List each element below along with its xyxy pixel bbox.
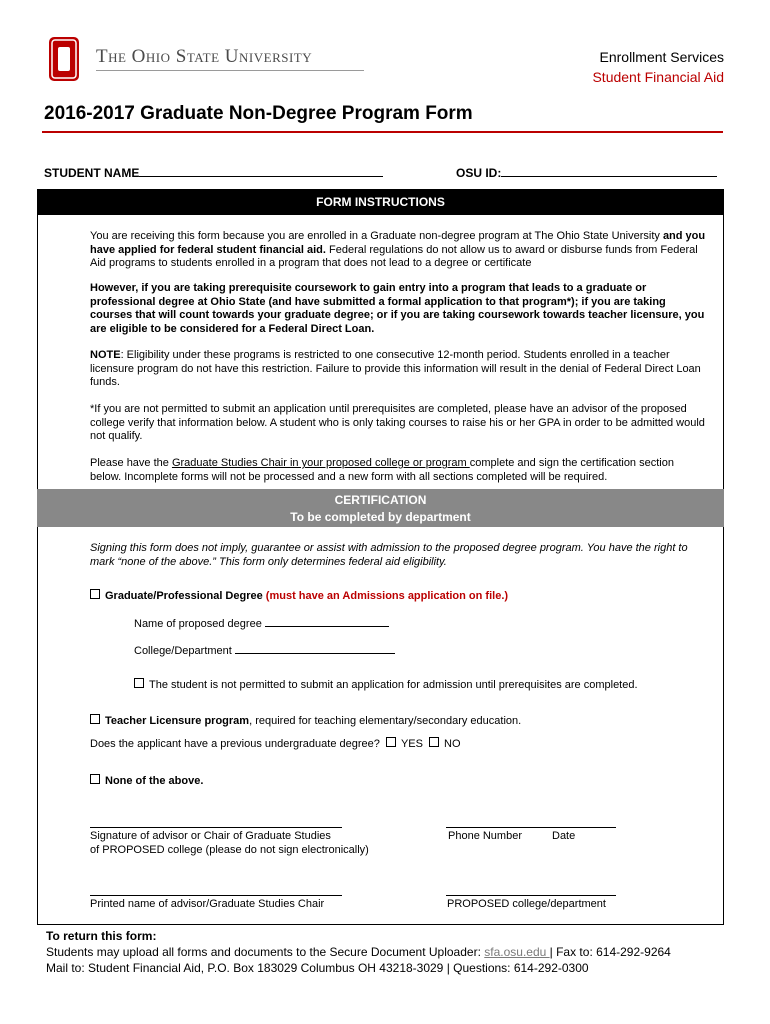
signature-label (90, 829, 369, 857)
degree-name-field[interactable] (265, 616, 389, 627)
yes-checkbox[interactable] (386, 737, 396, 747)
osu-block-o-logo (48, 36, 80, 82)
signature-label-line-1: Signature of advisor or Chair of Graduate Studies (90, 830, 331, 842)
student-name-label: STUDENT NAME (44, 166, 140, 180)
teacher-licensure-label: Teacher Licensure program (105, 715, 250, 727)
option-none-of-above (90, 774, 203, 788)
p5-text-b: complete and sign the certification section below. Incomplete forms will not be processed and a new form with all sections completed will be required. (90, 457, 674, 483)
phone-date-line[interactable] (446, 827, 616, 828)
osu-id-field[interactable] (501, 164, 717, 177)
student-name-field[interactable] (139, 164, 383, 177)
prerequisite-row (134, 678, 638, 692)
degree-name-row (134, 616, 389, 631)
instructions-paragraph-5 (90, 457, 708, 484)
teacher-licensure-checkbox[interactable] (90, 714, 100, 724)
college-department-row (134, 643, 395, 658)
option-teacher-licensure (90, 714, 521, 728)
mail-questions-line: Mail to: Student Financial Aid, P.O. Box 183029 Columbus OH 43218-3029 | Questions: 614-292-0300 (46, 961, 589, 975)
graduate-studies-chair-link[interactable]: Graduate Studies Chair in your proposed college or program (171, 457, 470, 469)
instructions-paragraph-4: *If you are not permitted to submit an application until prerequisites are completed, please have an advisor of the proposed college verify that information below. A student who is only taking courses to raise his or her GPA in order to be admitted would not qualify. (90, 403, 705, 442)
college-department-field[interactable] (235, 643, 395, 654)
no-checkbox[interactable] (429, 737, 439, 747)
p1-text-a: You are receiving this form because you are enrolled in a Graduate non-degree program at The Ohio State University (90, 230, 663, 242)
no-label: NO (444, 738, 461, 750)
osu-id-row (456, 164, 717, 180)
enrollment-services: Enrollment Services (599, 49, 724, 65)
p1-text-c: Federal regulations do not allow us to award or disburse funds from Federal Aid programs to students enrolled in a program that does not lead to a degree or certificate (90, 243, 698, 269)
osu-id-label: OSU ID: (456, 166, 502, 180)
certification-disclaimer: Signing this form does not imply, guarantee or assist with admission to the proposed degree program. You have the right to mark “none of the above.” This form only determines federal aid eligibility. (90, 542, 688, 568)
university-name: The Ohio State University (96, 46, 313, 67)
fax-text: | Fax to: 614-292-9264 (549, 945, 671, 959)
university-underline (96, 70, 364, 71)
p5-text-a: Please have the (90, 457, 172, 469)
page-title: 2016-2017 Graduate Non-Degree Program Form (44, 103, 473, 124)
instructions-paragraph-1 (90, 230, 708, 271)
sfa-link[interactable]: sfa.osu.edu (484, 945, 550, 959)
proposed-college-label: PROPOSED college/department (447, 898, 606, 910)
note-label: NOTE (90, 349, 121, 361)
teacher-licensure-note: , required for teaching elementary/secondary education. (249, 715, 522, 727)
prior-degree-row (90, 737, 461, 751)
proposed-college-line[interactable] (446, 895, 616, 896)
upload-fax-line (46, 944, 671, 960)
yes-label: YES (400, 738, 423, 750)
instructions-paragraph-2: However, if you are taking prerequisite coursework to gain entry into a program that leads to a graduate or professional degree at Ohio State (and have submitted a formal application to that program*); if you are taking courses that will count towards your graduate degree; or if you are taking coursework towards teacher licensure, you are eligible to be considered for a Federal Direct Loan. (90, 282, 705, 335)
certification-title: CERTIFICATION (334, 493, 427, 507)
instructions-paragraph-3 (90, 349, 708, 390)
certification-subtitle: To be completed by department (290, 510, 471, 524)
title-divider (42, 131, 723, 133)
none-of-above-checkbox[interactable] (90, 774, 100, 784)
option-graduate-degree (90, 589, 508, 603)
prior-degree-question: Does the applicant have a previous undergraduate degree? (90, 738, 380, 750)
signature-label-line-2: of PROPOSED college (please do not sign electronically) (90, 844, 369, 856)
degree-name-label: Name of proposed degree (134, 618, 262, 630)
upload-text: Students may upload all forms and documents to the Secure Document Uploader: (46, 945, 485, 959)
return-heading: To return this form: (46, 929, 157, 943)
prerequisite-label: The student is not permitted to submit an application for admission until prerequisites are completed. (149, 679, 638, 691)
p1-text-bold: and you have applied for federal student financial aid. (90, 230, 706, 256)
student-name-row (44, 164, 383, 180)
signature-line[interactable] (90, 827, 342, 828)
college-department-label: College/Department (134, 645, 232, 657)
date-label: Date (552, 830, 576, 842)
prerequisite-checkbox[interactable] (134, 678, 144, 688)
department-block (592, 47, 724, 87)
admissions-note: (must have an Admissions application on file.) (265, 590, 509, 602)
form-instructions-heading: FORM INSTRUCTIONS (37, 189, 724, 215)
printed-name-line[interactable] (90, 895, 342, 896)
printed-name-label: Printed name of advisor/Graduate Studies Chair (90, 898, 325, 910)
certification-heading (37, 489, 724, 527)
graduate-degree-label: Graduate/Professional Degree (105, 590, 263, 602)
none-of-above-label: None of the above. (105, 775, 204, 787)
phone-label: Phone Number (448, 830, 522, 842)
graduate-degree-checkbox[interactable] (90, 589, 100, 599)
note-text: : Eligibility under these programs is restricted to one consecutive 12-month period. Students enrolled in a teacher licensure program do not have this restriction. Failure to provide this information will result in the denial of Federal Direct Loan funds. (90, 349, 701, 388)
return-instructions (46, 928, 671, 976)
student-financial-aid: Student Financial Aid (592, 69, 724, 85)
